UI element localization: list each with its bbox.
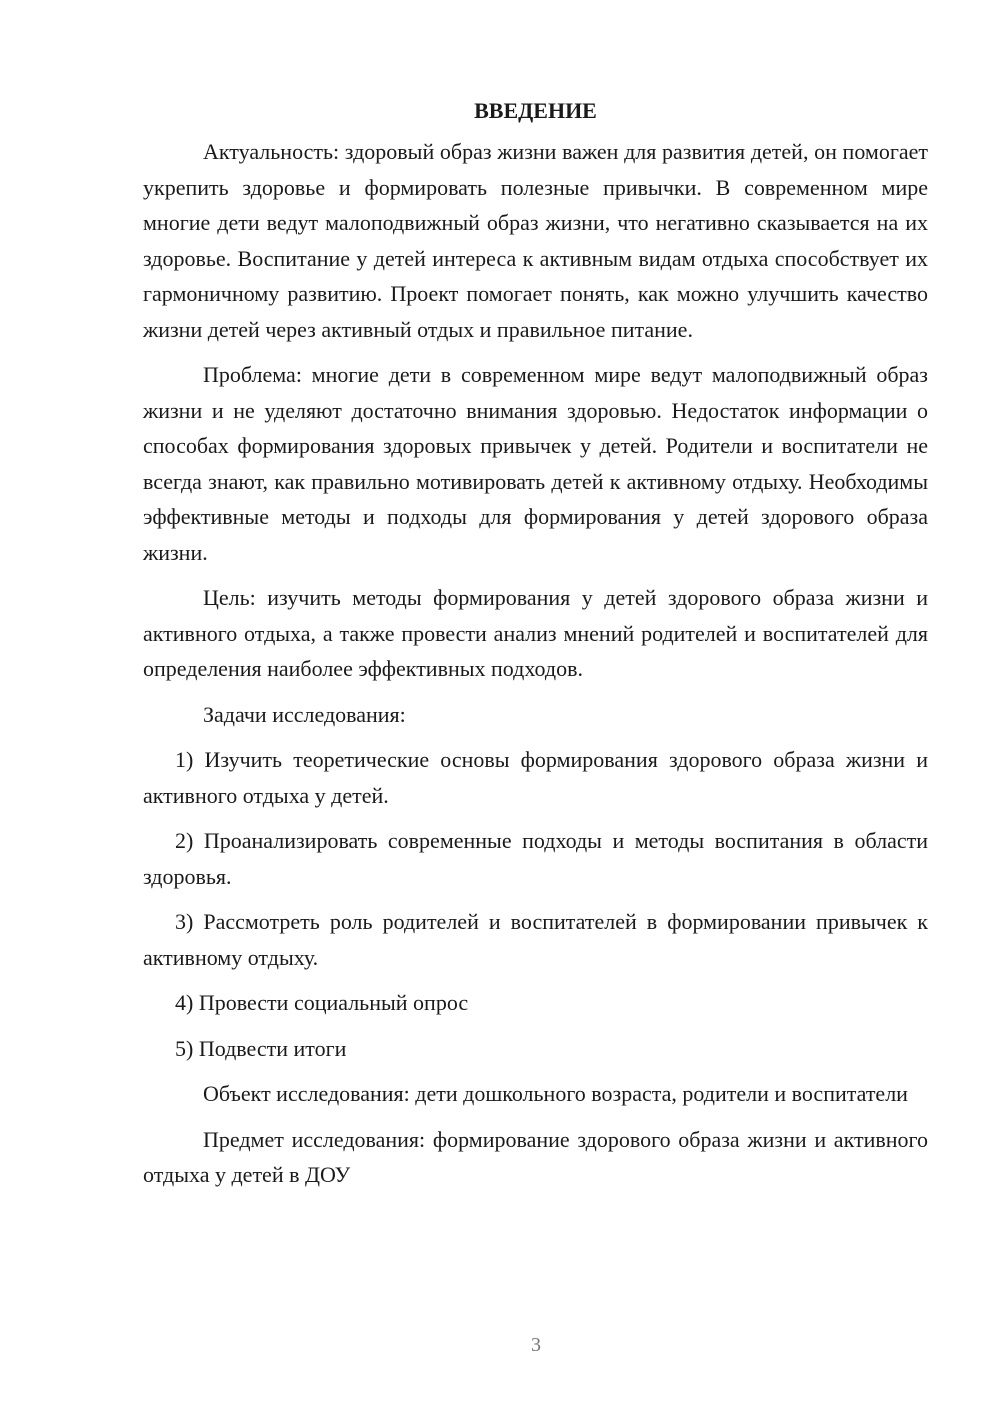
task-item-3: 3) Рассмотреть роль родителей и воспитателей в формировании привычек к активному отдыху. (143, 909, 928, 970)
goal-paragraph: Цель: изучить методы формирования у детей здорового образа жизни и активного отдыха, а также провести анализ мнений родителей и воспитателей для определения наиболее эффективных подходов. (143, 585, 928, 681)
object-paragraph: Объект исследования: дети дошкольного возраста, родители и воспитатели (203, 1081, 908, 1106)
relevance-paragraph: Актуальность: здоровый образ жизни важен для развития детей, он помогает укрепить здоровье и формировать полезные привычки. В современном мире многие дети ведут малоподвижный образ жизни, что негативно сказывается на их здоровье. Воспитание у детей интереса к активным видам отдыха способствует их гармоничному развитию. Проект помогает понять, как можно улучшить качество жизни детей через активный отдых и правильное питание. (143, 139, 928, 342)
tasks-heading: Задачи исследования: (203, 701, 406, 727)
subject-paragraph: Предмет исследования: формирование здорового образа жизни и активного отдыха у детей в ДОУ (143, 1126, 928, 1187)
task-item-1: 1) Изучить теоретические основы формирования здорового образа жизни и активного отдыха у детей. (143, 747, 928, 808)
task-item-4: 4) Провести социальный опрос (175, 990, 469, 1015)
task-item-5: 5) Подвести итоги (175, 1035, 347, 1061)
page-title: ВВЕДЕНИЕ (474, 98, 597, 123)
page-number: 3 (531, 1334, 541, 1356)
problem-paragraph: Проблема: многие дети в современном мире ведут малоподвижный образ жизни и не уделяют достаточно внимания здоровью. Недостаток информации о способах формирования здоровых привычек у детей. Родители и воспитатели не всегда знают, как правильно мотивировать детей к активному отдыху. Необходимы эффективные методы и подходы для формирования у детей здорового образа жизни. (143, 362, 928, 565)
task-item-2: 2) Проанализировать современные подходы и методы воспитания в области здоровья. (143, 828, 928, 889)
page-content (143, 94, 928, 1203)
